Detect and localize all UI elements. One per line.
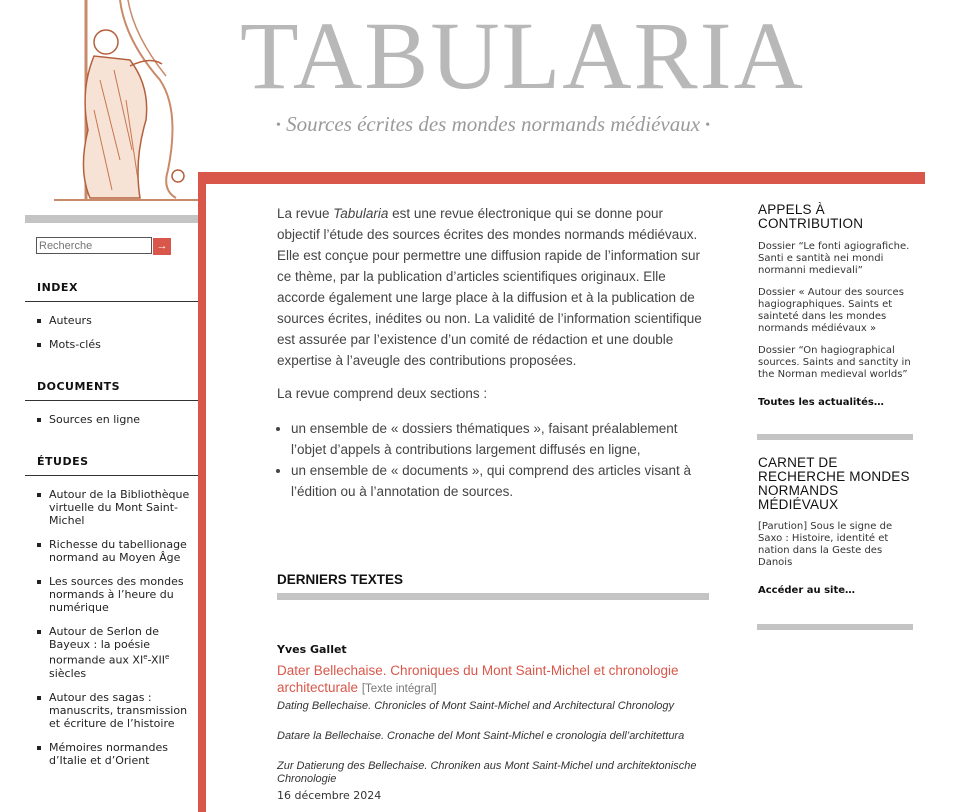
site-title[interactable]: TABULARIA xyxy=(240,2,805,109)
carnet-heading: CARNET DE RECHERCHE MONDES NORMANDS MÉDIÉVAUX xyxy=(758,455,910,512)
search-input[interactable] xyxy=(36,237,152,254)
etudes-item[interactable]: Richesse du tabellionage normand au Moyen Âge xyxy=(25,538,198,564)
tagline-dot-left: • xyxy=(276,118,281,134)
etudes-item[interactable]: Mémoires normandes d’Italie et d’Orient xyxy=(25,741,198,767)
section-item: • un ensemble de « dossiers thématiques », faisant préalablement l’objet d’appels à contributions largement diffusés en ligne, xyxy=(291,418,709,460)
main-content xyxy=(277,203,709,502)
right-bar-1 xyxy=(757,434,913,440)
carnet-item[interactable]: [Parution] Sous le signe de Saxo : Histoire, identité et nation dans la Geste des Danois xyxy=(758,521,893,568)
etudes-item[interactable]: Autour de Serlon de Bayeux : la poésie normande aux XIe-XIIe siècles xyxy=(25,625,198,680)
right-bar-2 xyxy=(757,624,913,630)
etudes-item[interactable]: Autour de la Bibliothèque virtuelle du Mont Saint-Michel xyxy=(25,488,198,527)
article-alt-title-de: Zur Datierung des Bellechaise. Chroniken aus Mont Saint-Michel und architektonische Chronologie xyxy=(277,760,697,785)
full-text-link[interactable]: [Texte intégral] xyxy=(361,683,437,695)
sidebar-top-bar xyxy=(25,215,198,223)
intro-paragraph: La revue Tabularia est une revue électronique qui se donne pour objectif l’étude des sources écrites des mondes normands médiévaux. Elle est conçue pour permettre une diffusion rapide de l’information sur ce thème, par la publication d’articles scientifiques originaux. Elle accorde également une large place à la diffusion et à la publication de sources écrites, inédites ou non. La validité de l’information scientifique est assurée par l’existence d’un comité de rédaction et une double expertise à l’aveugle des contributions proposées. xyxy=(277,206,702,368)
monk-illumination-logo xyxy=(50,0,200,215)
sections-list xyxy=(277,418,709,502)
carnet-block xyxy=(758,456,914,596)
article-alt-title-en: Dating Bellechaise. Chronicles of Mont Saint-Michel and Architectural Chronology xyxy=(277,700,675,712)
article-title xyxy=(277,662,717,698)
site-tagline xyxy=(276,112,710,137)
etudes-item[interactable]: Les sources des mondes normands à l’heure du numérique xyxy=(25,575,198,614)
derniers-textes-heading: DERNIERS TEXTES xyxy=(277,572,404,587)
red-frame-top xyxy=(198,172,925,184)
arrow-right-icon: → xyxy=(156,240,168,252)
documents-heading: DOCUMENTS xyxy=(25,380,198,401)
documents-item-sources-en-ligne[interactable]: Sources en ligne xyxy=(25,413,198,426)
article-date: 16 décembre 2024 xyxy=(277,789,382,802)
derniers-textes-bar xyxy=(277,593,709,600)
index-list xyxy=(25,314,198,362)
sidebar xyxy=(25,215,198,767)
index-item-mots-cles[interactable]: Mots-clés xyxy=(25,338,198,351)
right-column xyxy=(758,203,914,408)
article-alt-title-it: Datare la Bellechaise. Cronache del Mont Saint-Michel e cronologia dell’architettura xyxy=(277,730,685,742)
documents-list xyxy=(25,413,198,437)
acceder-site-link[interactable]: Accéder au site… xyxy=(758,585,856,596)
etudes-heading: ÉTUDES xyxy=(25,455,198,476)
search-submit-button[interactable] xyxy=(153,238,171,255)
search-form xyxy=(36,237,196,257)
red-frame-left xyxy=(198,172,206,812)
etudes-list xyxy=(25,488,198,778)
appel-item[interactable]: Dossier “Le fonti agiografiche. Santi e santità nei mondi normanni medievali” xyxy=(758,241,910,276)
index-heading: INDEX xyxy=(25,281,198,302)
appel-item[interactable]: Dossier « Autour des sources hagiographiques. Saints et sainteté dans les mondes normands médiévaux » xyxy=(758,287,904,334)
sections-intro: La revue comprend deux sections : xyxy=(277,386,488,401)
etudes-item[interactable]: Autour des sagas : manuscrits, transmission et écriture de l’histoire xyxy=(25,691,198,730)
tagline-text: Sources écrites des mondes normands médiévaux xyxy=(286,112,701,136)
section-item: • un ensemble de « documents », qui comprend des articles visant à l’édition ou à l’annotation de sources. xyxy=(291,460,709,502)
index-item-auteurs[interactable]: Auteurs xyxy=(25,314,198,327)
article-title-link[interactable]: Dater Bellechaise. Chroniques du Mont Saint-Michel et chronologie architecturale xyxy=(277,663,679,695)
appels-heading: APPELS À CONTRIBUTION xyxy=(758,202,864,231)
tagline-dot-right: • xyxy=(705,118,711,134)
appel-item[interactable]: Dossier “On hagiographical sources. Saints and sanctity in the Norman medieval worlds” xyxy=(758,345,911,380)
article-author[interactable]: Yves Gallet xyxy=(277,643,347,656)
toutes-actualites-link[interactable]: Toutes les actualités… xyxy=(758,397,884,408)
